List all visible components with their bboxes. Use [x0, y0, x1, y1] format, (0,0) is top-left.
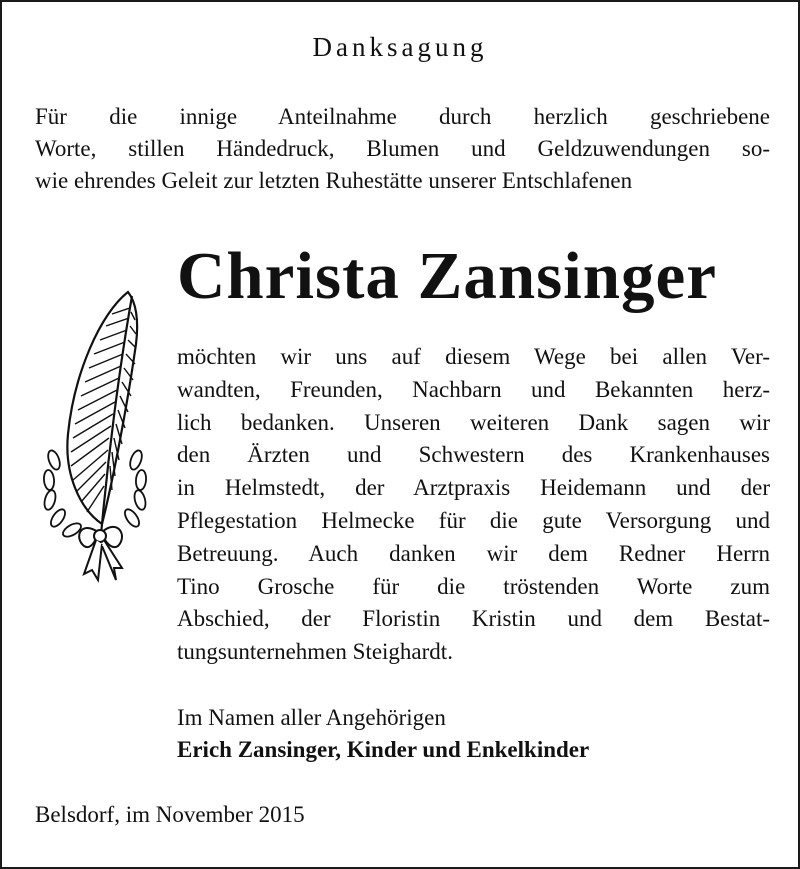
body-line: in Helmstedt, der Arztpraxis Heidemann und der	[177, 475, 770, 501]
place-date: Belsdorf, im November 2015	[35, 802, 305, 827]
heading: Danksagung	[312, 32, 488, 62]
body-line: Betreuung. Auch danken wir dem Redner Herrn	[177, 540, 770, 566]
body-line: wandten, Freunden, Nachbarn und Bekannten herz-	[177, 376, 770, 402]
deceased-name: Christa Zansinger	[177, 239, 718, 313]
body-line: den Ärzten und Schwestern des Krankenhauses	[177, 442, 770, 468]
feather-wreath-icon	[40, 284, 152, 584]
intro-line: Worte, stillen Händedruck, Blumen und Geldzuwendungen so-	[35, 136, 770, 161]
body-line: lich bedanken. Unseren weiteren Dank sagen wir	[177, 409, 770, 435]
intro-line: Für die innige Anteilnahme durch herzlich geschriebene	[35, 104, 770, 129]
signature-names: Erich Zansinger, Kinder und Enkelkinder	[177, 737, 590, 762]
intro-paragraph	[35, 101, 770, 197]
body-line: tungsunternehmen Steighardt.	[177, 639, 453, 665]
intro-line: wie ehrendes Geleit zur letzten Ruhestätte unserer Entschlafenen	[35, 168, 633, 193]
body-line: Abschied, der Floristin Kristin und dem Bestat-	[177, 606, 770, 632]
body-line: Tino Grosche für die tröstenden Worte zum	[177, 573, 770, 599]
signature-intro: Im Namen aller Angehörigen	[177, 705, 446, 730]
body-line: möchten wir uns auf diesem Wege bei allen Ver-	[177, 344, 770, 369]
body-paragraph	[177, 341, 770, 669]
body-line: Pflegestation Helmecke für die gute Versorgung und	[177, 507, 770, 533]
